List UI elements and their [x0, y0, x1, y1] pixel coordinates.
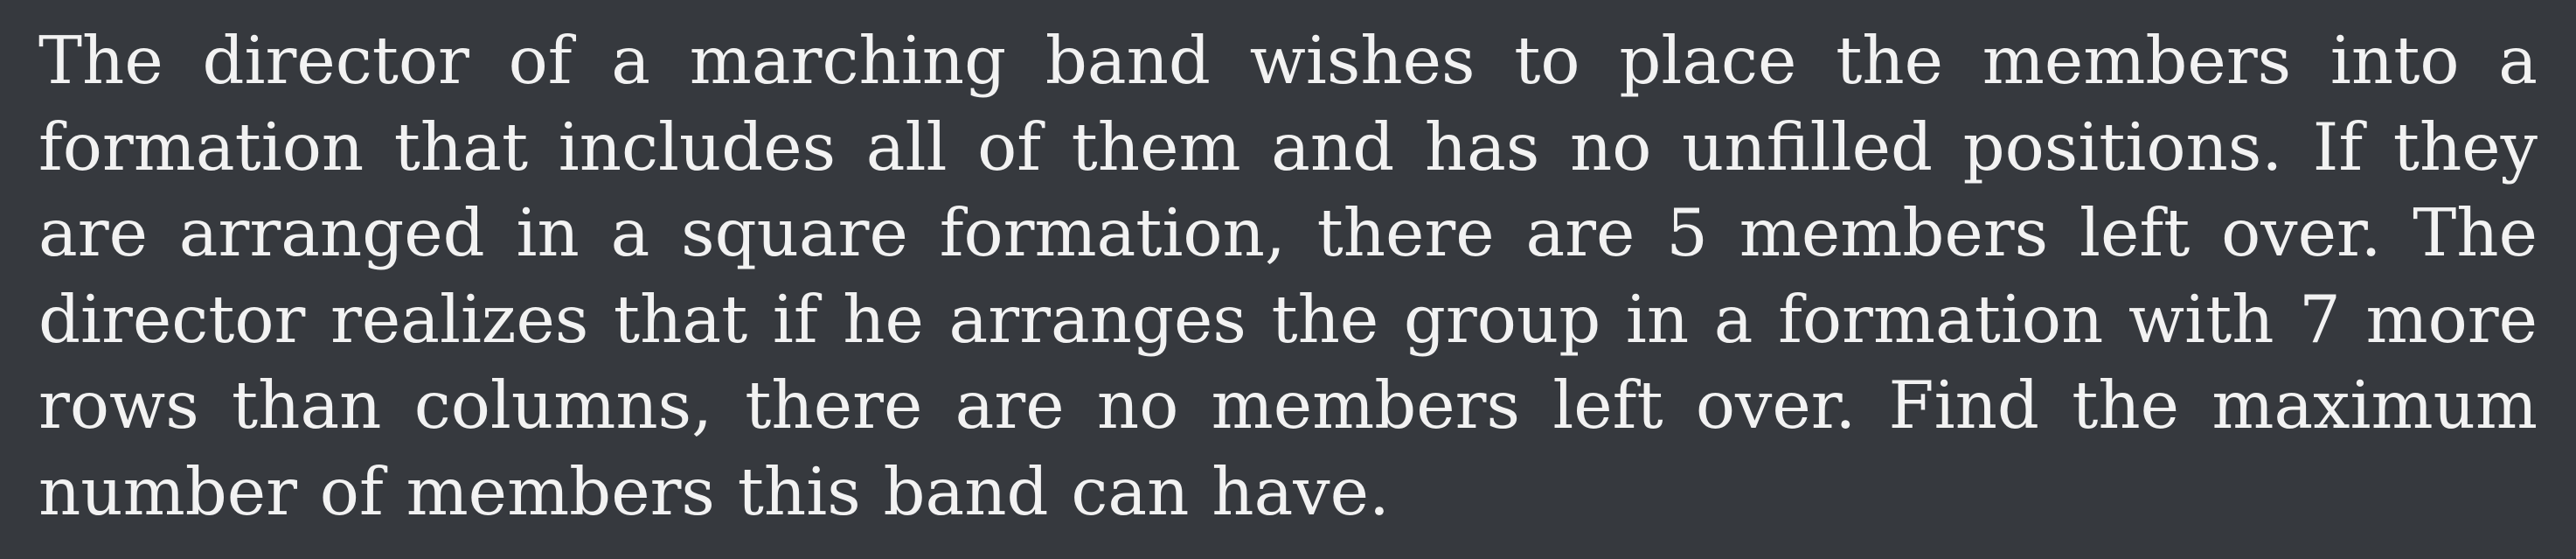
- problem-statement: The director of a marching band wishes to place the members into a formation that includes all of them and has no unfilled positions. If they are arranged in a square formation, there are 5 members left over. The director realizes that if he arranges the group in a formation with 7 more rows than columns, there are no members left over. Find the maximum number of members this band can have.: [38, 22, 2538, 530]
